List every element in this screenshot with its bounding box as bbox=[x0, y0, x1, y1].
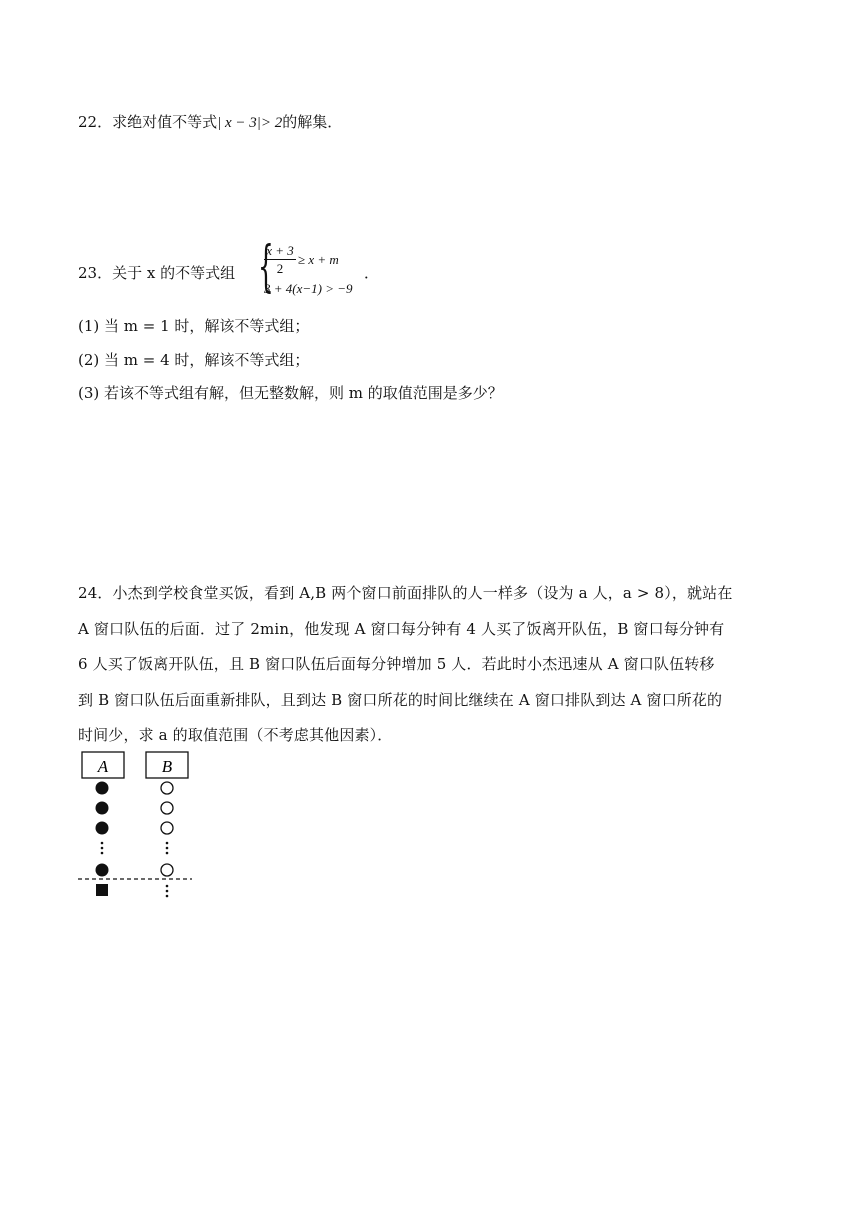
q22-expression: | x − 3|> 2 bbox=[217, 115, 283, 131]
q24-line-4: 到 B 窗口队伍后面重新排队，且到达 B 窗口所花的时间比继续在 A 窗口排队到达 A 窗口所花的 bbox=[78, 690, 723, 709]
q22-text-before: 求绝对值不等式 bbox=[112, 113, 218, 131]
question-23-stem bbox=[78, 263, 235, 283]
person-a-3 bbox=[96, 822, 109, 835]
q22-number: 22． bbox=[78, 113, 113, 131]
q23-number: 23． bbox=[78, 264, 113, 282]
fraction-denominator: 2 bbox=[276, 261, 284, 276]
question-24 bbox=[78, 576, 783, 754]
q24-line-1: 24．小杰到学校食堂买饭，看到 A,B 两个窗口前面排队的人一样多（设为 a 人，a > 8），就站在 bbox=[78, 584, 733, 602]
inequality-2: 3 + 4(x−1) > −9 bbox=[264, 281, 353, 296]
ellipsis-b-tail bbox=[166, 885, 169, 898]
q23-part-1: (1) 当 m = 1 时，解该不等式组； bbox=[78, 317, 310, 335]
person-b-last bbox=[161, 864, 173, 876]
window-a-label: A bbox=[97, 757, 109, 776]
q23-part-2: (2) 当 m = 4 时，解该不等式组； bbox=[78, 351, 310, 369]
person-b-1 bbox=[161, 782, 173, 794]
person-b-2 bbox=[161, 802, 173, 814]
q24-line-5: 时间少，求 a 的取值范围（不考虑其他因素）． bbox=[78, 726, 393, 744]
window-b-label: B bbox=[161, 757, 173, 776]
person-a-last bbox=[96, 864, 109, 877]
q23-intro: 关于 x 的不等式组 bbox=[112, 264, 236, 282]
queue-figure bbox=[76, 748, 206, 908]
ellipsis-b bbox=[166, 842, 169, 855]
ellipsis-a bbox=[101, 842, 104, 855]
q24-line-3: 6 人买了饭离开队伍，且 B 窗口队伍后面每分钟增加 5 人．若此时小杰迅速从 A 窗口队伍转移 bbox=[78, 655, 715, 673]
fraction-numerator: x + 3 bbox=[266, 243, 294, 258]
inequality-1-rhs: ≥ x + m bbox=[298, 252, 339, 267]
system-brace: { bbox=[258, 234, 274, 298]
xiaojie-square bbox=[96, 884, 108, 896]
q24-line-2: A 窗口队伍的后面．过了 2min，他发现 A 窗口每分钟有 4 人买了饭离开队伍，B 窗口每分钟有 bbox=[78, 619, 725, 638]
fraction-bar bbox=[264, 259, 296, 260]
inequality-system bbox=[258, 234, 378, 301]
q22-text-after: 的解集． bbox=[282, 113, 343, 131]
q23-part-3: (3) 若该不等式组有解，但无整数解，则 m 的取值范围是多少？ bbox=[78, 384, 503, 402]
fraction bbox=[264, 243, 296, 276]
q23-period: ． bbox=[364, 264, 380, 282]
person-a-2 bbox=[96, 802, 109, 815]
person-a-1 bbox=[96, 782, 109, 795]
question-22 bbox=[78, 112, 342, 133]
person-b-3 bbox=[161, 822, 173, 834]
